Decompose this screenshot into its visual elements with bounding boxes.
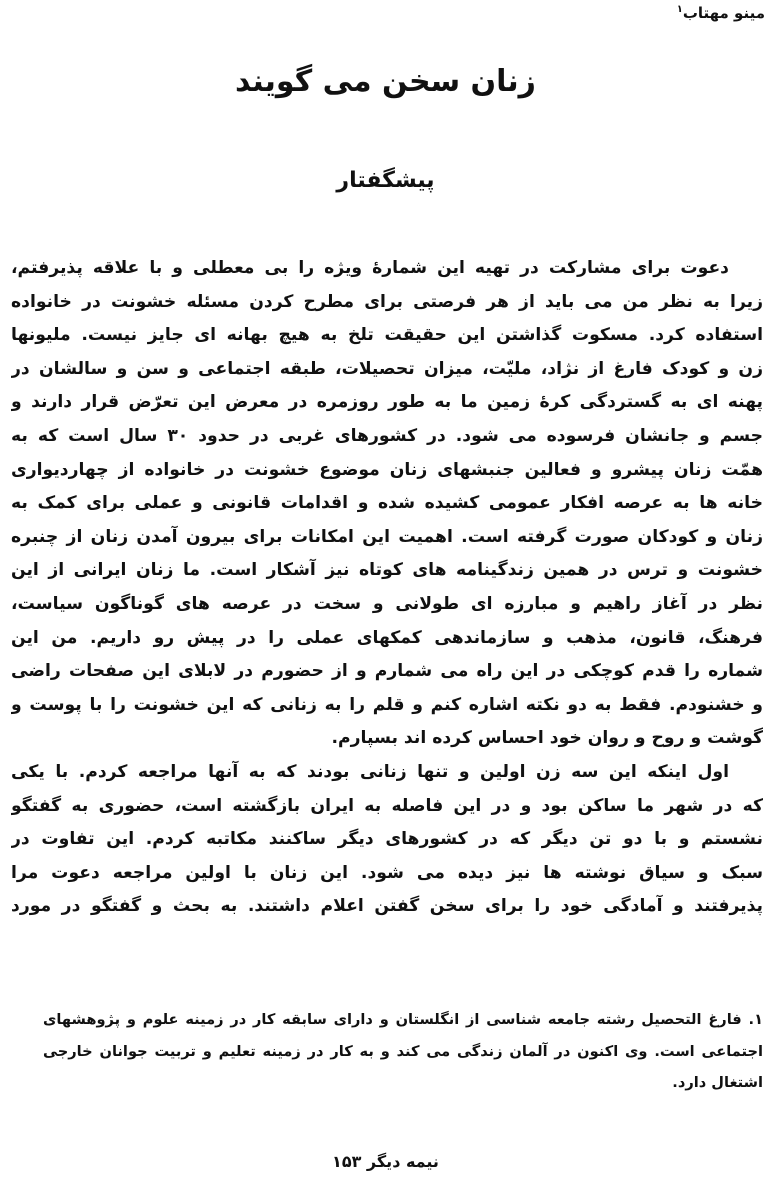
footnote-line: اشتغال دارد. bbox=[672, 1074, 763, 1091]
body-line: که در شهر ما ساکن بود و در این فاصله به ایران بازگشته است، حضوری به گفتگو bbox=[11, 795, 763, 816]
author-name bbox=[677, 4, 765, 22]
body-line: نشستم و با دو تن دیگر که در کشورهای دیگر ساکنند مکاتبه کردم. این تفاوت در bbox=[11, 829, 763, 850]
body-line: شماره را قدم کوچکی در این راه می شمارم و از حضورم در لابلای این صفحات راضی bbox=[11, 661, 763, 682]
body-line: خشونت و ترس در همین زندگینامه های کوتاه نیز آشکار است. ما زنان ایرانی از این bbox=[11, 560, 763, 581]
author-text: مینو مهتاب bbox=[682, 4, 765, 22]
body-line: گوشت و روح و روان خود احساس کرده اند بسپارم. bbox=[331, 728, 763, 749]
footnote-line: اجتماعی است. وی اکنون در آلمان زندگی می کند و به کار در زمینه تعلیم و تربیت جوانان خارجی bbox=[43, 1042, 763, 1060]
body-line: پذیرفتند و آمادگی خود را برای سخن گفتن اعلام داشتند. به بحث و گفتگو در مورد bbox=[11, 896, 763, 917]
body-line: اول اینکه این سه زن اولین و تنها زنانی بودند که به آنها مراجعه کردم. با یکی bbox=[11, 761, 729, 782]
footnote-line: ۱. فارغ التحصیل رشته جامعه شناسی از انگلستان و دارای سابقه کار در زمینه علوم و پژوهشهای bbox=[43, 1011, 763, 1028]
body-line: زن و کودک فارغ از نژاد، ملیّت، میزان تحصیلات، طبقه اجتماعی و سن و سالشان در bbox=[11, 358, 763, 379]
body-line: فرهنگ، قانون، مذهب و سازماندهی کمکهای عملی را در پیش رو داریم. من این bbox=[11, 627, 763, 648]
page-number: ۱۵۳ bbox=[332, 1152, 362, 1171]
body-line: نظر در آغاز راهیم و مبارزه ای طولانی و سخت در عرصه های گوناگون سیاست، bbox=[11, 593, 763, 614]
footnote bbox=[43, 1004, 763, 1099]
body-line: استفاده کرد. مسکوت گذاشتن این حقیقت تلخ به هیچ بهانه ای جایز نیست. ملیونها bbox=[11, 325, 763, 346]
body-line: خانه ها به عرصه افکار عمومی کشیده شده و اقدامات قانونی و عملی برای کمک به bbox=[11, 493, 763, 514]
body-line: زیرا به نظر من می باید از هر فرصتی برای مطرح کردن مسئله خشونت در خانواده bbox=[11, 291, 763, 312]
author-footnote-mark: ۱ bbox=[676, 4, 683, 15]
page-footer bbox=[0, 1152, 771, 1171]
body-text bbox=[11, 252, 763, 924]
body-line: جسم و جانشان فرسوده می شود. در کشورهای غربی در حدود ۳۰ سال است که به bbox=[11, 425, 763, 446]
section-heading: پیشگفتار bbox=[336, 168, 435, 193]
article-title: زنان سخن می گویند bbox=[235, 64, 536, 99]
body-line: دعوت برای مشارکت در تهیه این شمارهٔ ویژه را بی معطلی و با علاقه پذیرفتم، bbox=[11, 258, 729, 278]
body-line: سبک و سیاق نوشته ها نیز دیده می شود. این زنان با اولین مراجعه دعوت مرا bbox=[11, 862, 763, 883]
body-line: زنان و کودکان صورت گرفته است. اهمیت این امکانات برای بیرون آمدن زنان از چنبره bbox=[11, 526, 763, 547]
body-line: و خشنودم. فقط به دو نکته اشاره کنم و قلم را به زنانی که این خشونت را با پوست و bbox=[11, 694, 763, 715]
body-line: همّت زنان پیشرو و فعالین جنبشهای زنان موضوع خشونت در خانواده از چهاردیواری bbox=[11, 459, 763, 480]
journal-name: نیمه دیگر bbox=[366, 1152, 439, 1171]
body-line: پهنه ای به گستردگی کرهٔ زمین ما به طور روزمره در معرض این تعرّض قرار دارند و bbox=[11, 392, 763, 413]
